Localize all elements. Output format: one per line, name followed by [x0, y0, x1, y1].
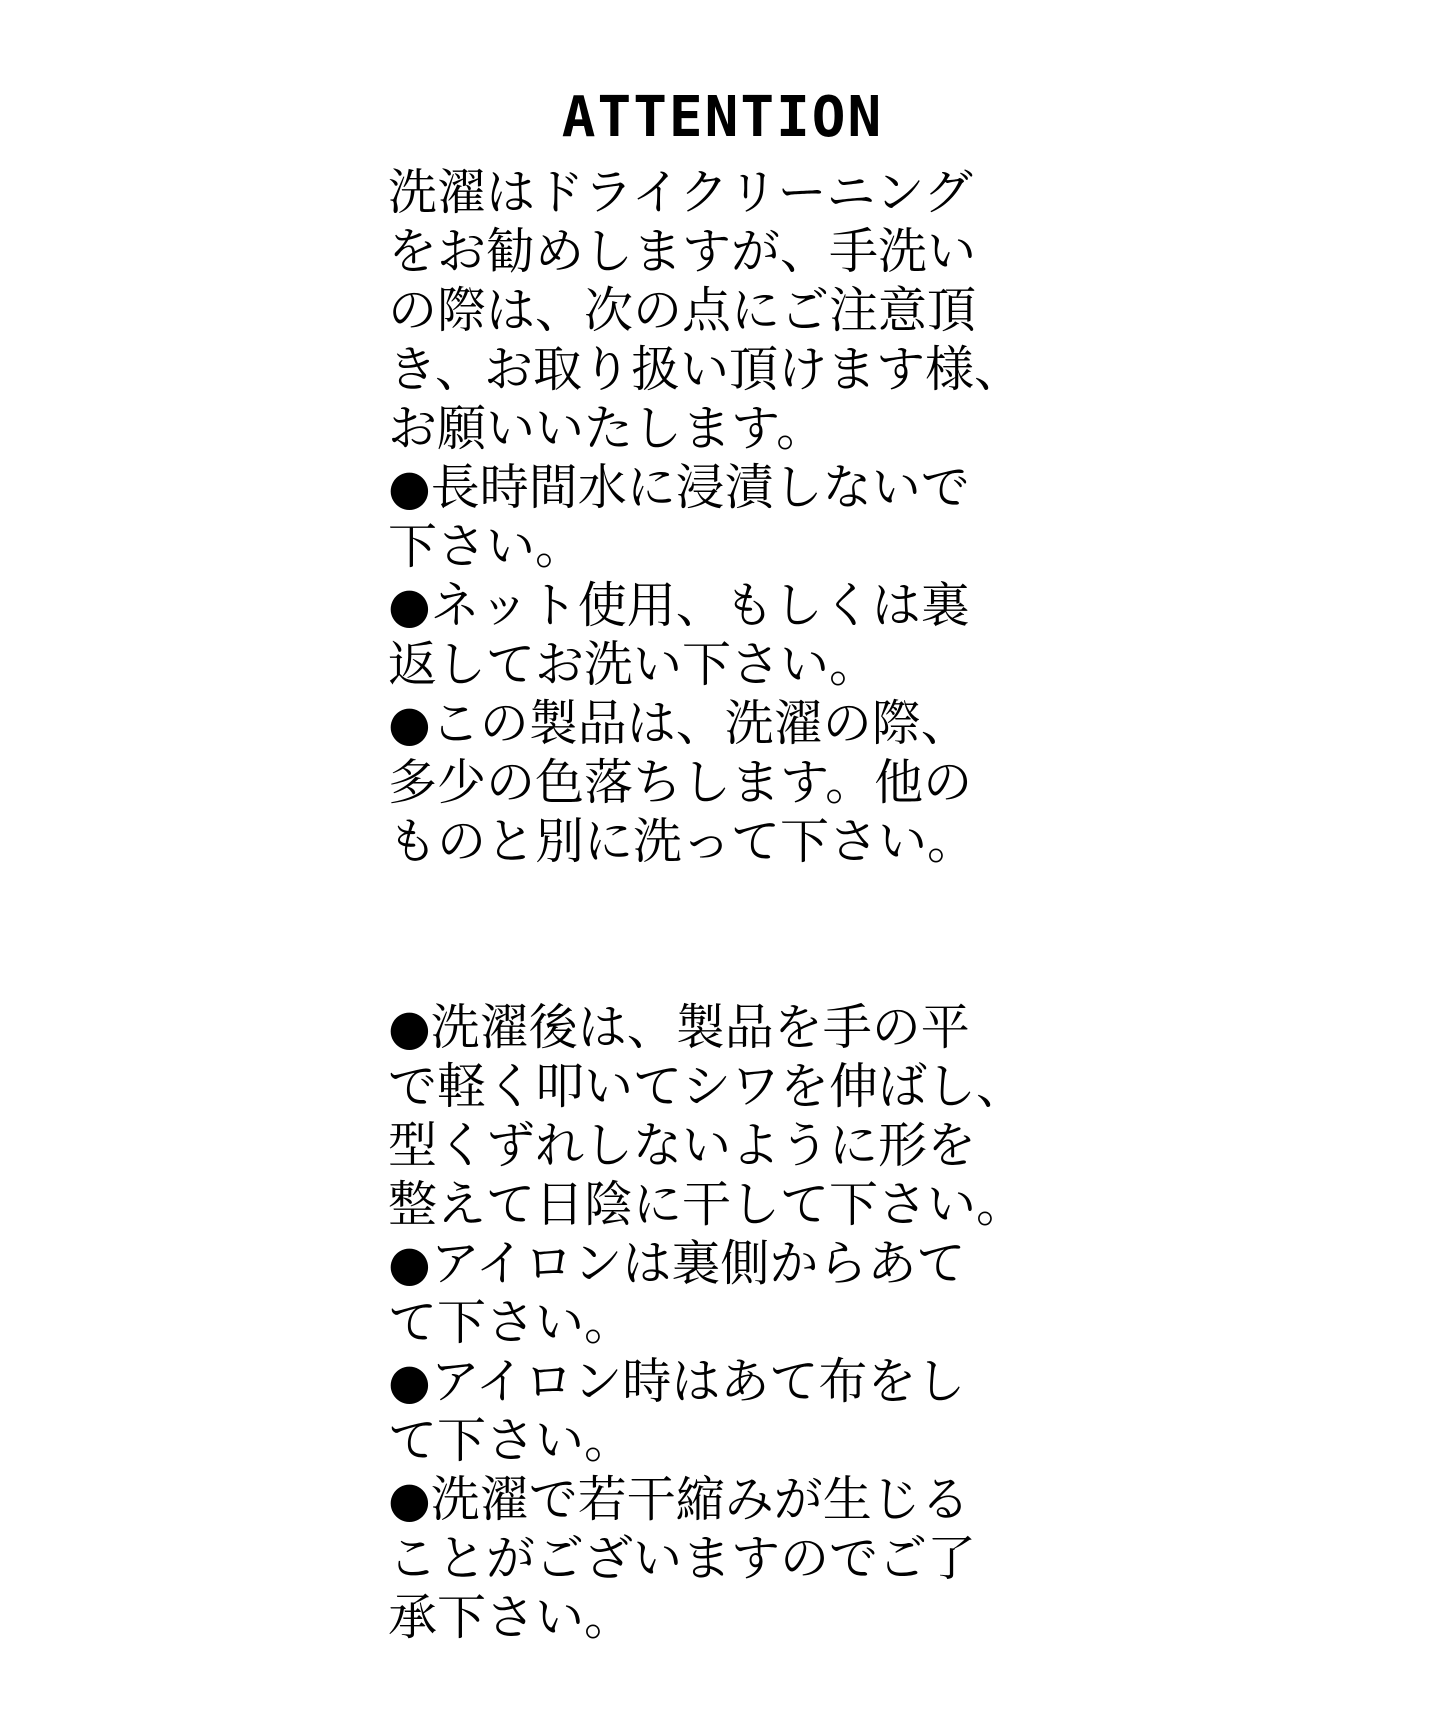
text-line: ●この製品は、洗濯の際、 [388, 695, 970, 752]
text-line: ●アイロンは裏側からあて [388, 1235, 966, 1292]
text-line: て下さい。 [388, 1294, 634, 1351]
attention-title: ATTENTION [561, 85, 884, 150]
text-line: ●洗濯で若干縮みが生じる [388, 1471, 970, 1528]
text-line: ●洗濯後は、製品を手の平 [388, 999, 970, 1056]
text-line: ●長時間水に浸漬しないで [388, 459, 970, 516]
text-line: ●アイロン時はあて布をし [388, 1353, 966, 1410]
text-line: 下さい。 [388, 518, 585, 575]
text-line: お願いいたします。 [388, 400, 826, 457]
text-line: ものと別に洗って下さい。 [388, 813, 977, 870]
text-line: をお勧めしますが、手洗い [388, 223, 977, 280]
text-line: て下さい。 [388, 1412, 634, 1469]
text-line: ことがございますのでご了 [388, 1530, 977, 1587]
text-line: の際は、次の点にご注意頂 [388, 282, 977, 339]
text-line: 型くずれしないように形を [388, 1117, 977, 1174]
text-line: で軽く叩いてシワを伸ばし、 [388, 1058, 1026, 1115]
text-line: き、お取り扱い頂けます様、 [388, 341, 1024, 398]
text-line: 承下さい。 [388, 1589, 634, 1646]
text-line: 多少の色落ちします。他の [388, 754, 973, 811]
washing-instructions [388, 163, 1088, 871]
text-line: 返してお洗い下さい。 [388, 636, 879, 693]
text-line: ●ネット使用、もしくは裏 [388, 577, 970, 634]
text-line: 整えて日陰に干して下さい。 [388, 1176, 1026, 1233]
drying-ironing-instructions [388, 998, 1088, 1647]
text-line: 洗濯はドライクリーニング [388, 164, 973, 221]
